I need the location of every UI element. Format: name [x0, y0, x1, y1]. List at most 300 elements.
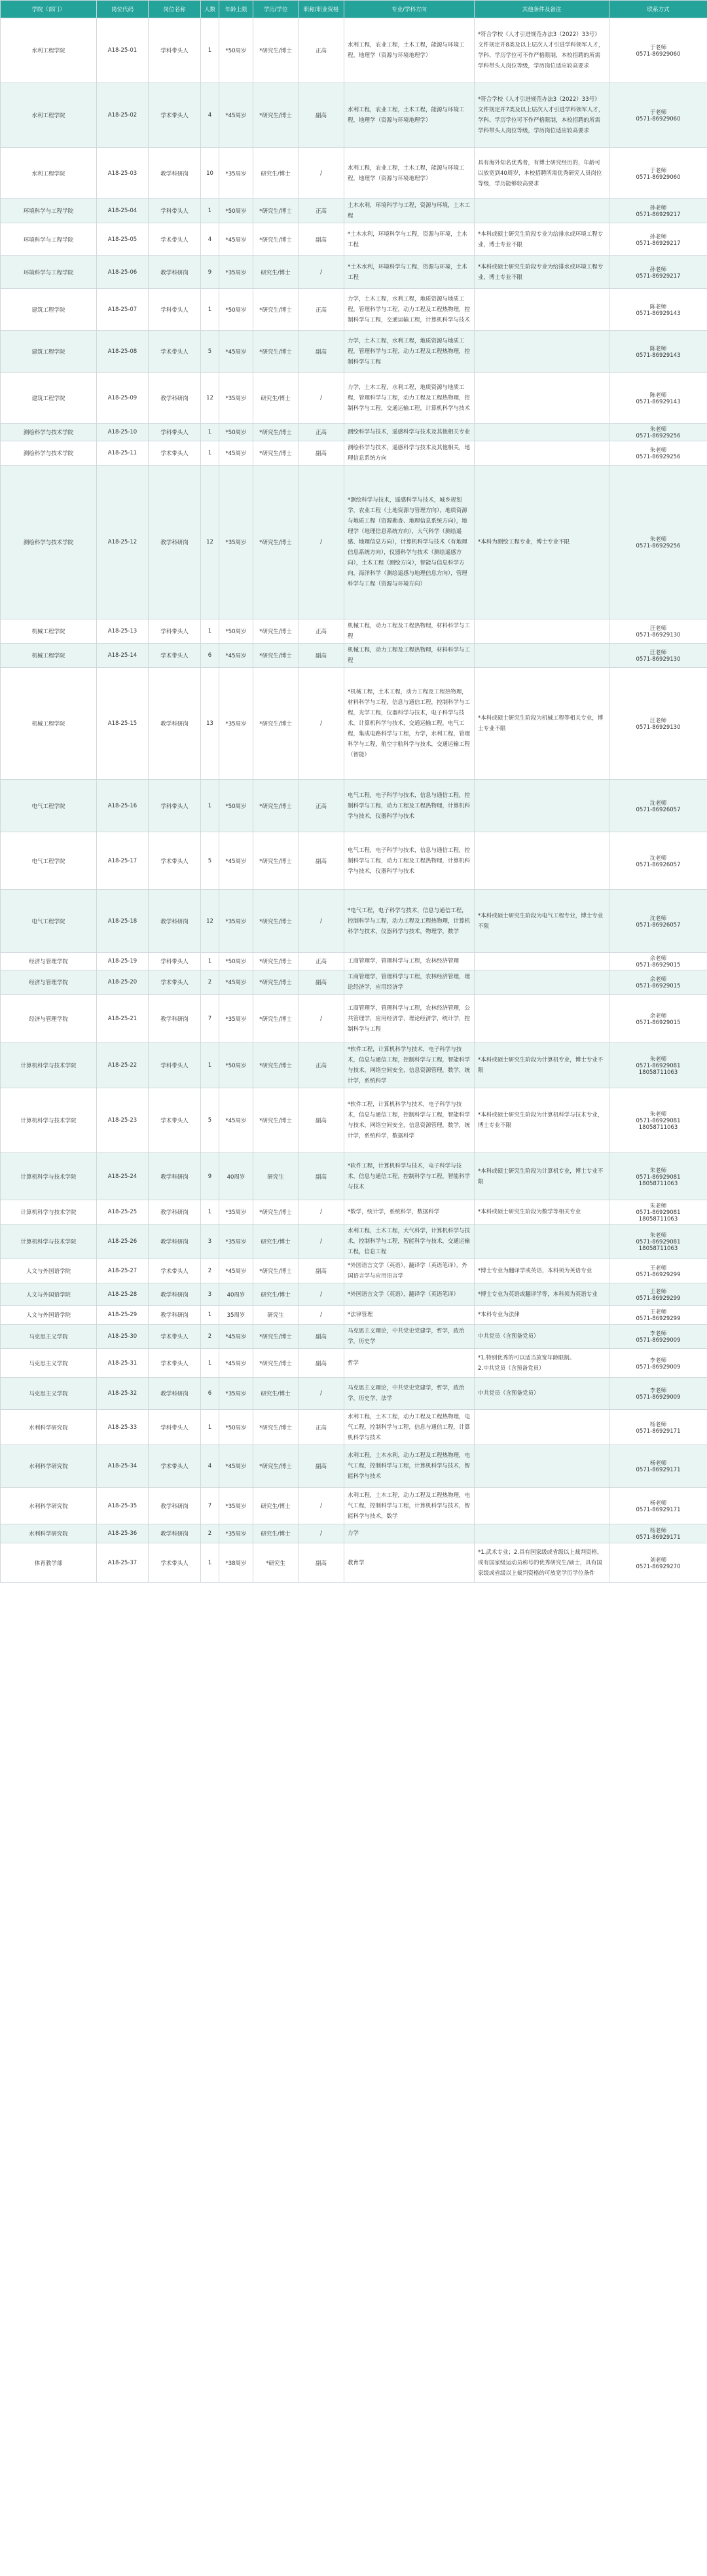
cell-post-name: 学科带头人 — [149, 1043, 201, 1088]
cell-department: 计算机科学与技术学院 — [1, 1224, 97, 1259]
cell-major: 力学 — [344, 1524, 475, 1543]
cell-notes: *博士专业为翻译学或英语，本科须为英语专业 — [475, 1259, 609, 1283]
cell-contact: 朱老师 0571-86929081 18058711063 — [609, 1224, 707, 1259]
cell-post-code: A18-25-13 — [97, 619, 149, 644]
cell-department: 计算机科学与技术学院 — [1, 1088, 97, 1153]
cell-major: 力学，土木工程，水利工程，地质资源与地质工程，管理科学与工程，动力工程及工程热物理，控制科学与工程 — [344, 331, 475, 373]
cell-headcount: 7 — [201, 995, 219, 1043]
cell-age-limit: *35周岁 — [219, 373, 253, 424]
cell-contact: 余老师 0571-86929015 — [609, 970, 707, 995]
cell-title: / — [299, 995, 344, 1043]
cell-title: 副高 — [299, 1445, 344, 1488]
cell-headcount: 1 — [201, 289, 219, 331]
cell-title: 正高 — [299, 953, 344, 970]
cell-notes: *1.特别优秀的可以适当放宽年龄限制。 2.中共党员（含预备党员） — [475, 1349, 609, 1378]
cell-post-name: 教学科研岗 — [149, 1378, 201, 1410]
cell-contact: 陈老师 0571-86929143 — [609, 289, 707, 331]
cell-post-name: 学术带头人 — [149, 331, 201, 373]
cell-degree: 研究生/博士 — [253, 1488, 299, 1524]
cell-notes: 中共党员（含预备党员） — [475, 1325, 609, 1349]
cell-department: 建筑工程学院 — [1, 373, 97, 424]
cell-headcount: 1 — [201, 1043, 219, 1088]
cell-post-code: A18-25-03 — [97, 148, 149, 199]
table-row — [1, 890, 707, 953]
cell-post-code: A18-25-05 — [97, 223, 149, 256]
cell-notes: *本科或硕士研究生阶段为计算机专业，博士专业不限 — [475, 1043, 609, 1088]
cell-degree: *研究生/博士 — [253, 223, 299, 256]
cell-age-limit: *35周岁 — [219, 1200, 253, 1224]
cell-major: *机械工程，土木工程，动力工程及工程热物理，材料科学与工程，信息与通信工程，控制科学与工程，光学工程，仪器科学与技术，电子科学与技术，计算机科学与技术，交通运输工程，电气工程，集成电路科学与工程，力学，水利工程，管理科学与工程，航空宇航科学与技术，交通运输工程（智能） — [344, 668, 475, 780]
cell-headcount: 1 — [201, 953, 219, 970]
cell-major: 马克思主义理论，中共党史党建学，哲学，政治学，历史学，法学 — [344, 1378, 475, 1410]
cell-title: 副高 — [299, 1543, 344, 1583]
cell-major: 工商管理学，管理科学与工程，农林经济管理 — [344, 953, 475, 970]
cell-notes: *本科或硕士研究生阶段为计算机专业，博士专业不限 — [475, 1153, 609, 1200]
cell-title: / — [299, 148, 344, 199]
cell-contact: 朱老师 0571-86929081 18058711063 — [609, 1153, 707, 1200]
cell-title: 副高 — [299, 1088, 344, 1153]
cell-notes — [475, 199, 609, 223]
cell-degree: 研究生/博士 — [253, 1224, 299, 1259]
cell-post-code: A18-25-36 — [97, 1524, 149, 1543]
cell-department: 计算机科学与技术学院 — [1, 1043, 97, 1088]
cell-major: *软件工程，计算机科学与技术，电子科学与技术，信息与通信工程，控制科学与工程，智能科学与技术，网络空间安全，信息资源管理，数学，统计学，系统科学 — [344, 1043, 475, 1088]
cell-notes: *本科或硕士研究生阶段为机械工程等相关专业，博士专业不限 — [475, 668, 609, 780]
cell-major: 教育学 — [344, 1543, 475, 1583]
cell-major: 机械工程，动力工程及工程热物理，材料科学与工程 — [344, 644, 475, 668]
table-row — [1, 619, 707, 644]
cell-degree: 研究生/博士 — [253, 1283, 299, 1306]
cell-major: 土木水利，环境科学与工程，资源与环境，土木工程 — [344, 199, 475, 223]
cell-major: 水利工程，农业工程，土木工程，能源与环境工程，地理学（资源与环境地理学） — [344, 18, 475, 83]
cell-degree: *研究生/博士 — [253, 1445, 299, 1488]
table-row — [1, 1306, 707, 1325]
cell-post-name: 教学科研岗 — [149, 1153, 201, 1200]
cell-contact: 杨老师 0571-86929171 — [609, 1410, 707, 1445]
cell-degree: *研究生/博士 — [253, 1043, 299, 1088]
table-row — [1, 148, 707, 199]
cell-degree: *研究生/博士 — [253, 668, 299, 780]
cell-post-code: A18-25-08 — [97, 331, 149, 373]
cell-headcount: 13 — [201, 668, 219, 780]
cell-post-name: 学术带头人 — [149, 441, 201, 466]
table-row — [1, 1088, 707, 1153]
cell-notes: *本科或硕士研究生阶段为电气工程专业，博士专业不限 — [475, 890, 609, 953]
cell-title: / — [299, 1200, 344, 1224]
cell-department: 水利工程学院 — [1, 148, 97, 199]
cell-notes — [475, 644, 609, 668]
cell-headcount: 1 — [201, 619, 219, 644]
cell-department: 测绘科学与技术学院 — [1, 441, 97, 466]
cell-post-code: A18-25-37 — [97, 1543, 149, 1583]
cell-degree: *研究生/博士 — [253, 644, 299, 668]
cell-degree: 研究生 — [253, 1306, 299, 1325]
table-row — [1, 1445, 707, 1488]
cell-headcount: 6 — [201, 1378, 219, 1410]
cell-headcount: 1 — [201, 780, 219, 832]
cell-headcount: 1 — [201, 1200, 219, 1224]
cell-notes: *1.武术专业；2.具有国家级或省级以上裁判资格，或有国家级运动员称号的优秀研究生/硕士，具有国家级或省级以上裁判资格的可放宽学历学位条件 — [475, 1543, 609, 1583]
cell-department: 水利科学研究院 — [1, 1445, 97, 1488]
cell-title: 副高 — [299, 832, 344, 890]
cell-department: 水利工程学院 — [1, 83, 97, 148]
table-row — [1, 1410, 707, 1445]
cell-post-code: A18-25-19 — [97, 953, 149, 970]
cell-department: 经济与管理学院 — [1, 953, 97, 970]
cell-contact: 孙老师 0571-86929217 — [609, 223, 707, 256]
cell-contact: 李老师 0571-86929009 — [609, 1349, 707, 1378]
cell-post-name: 学科带头人 — [149, 289, 201, 331]
cell-post-code: A18-25-04 — [97, 199, 149, 223]
cell-post-code: A18-25-16 — [97, 780, 149, 832]
cell-degree: *研究生/博士 — [253, 83, 299, 148]
cell-post-name: 学术带头人 — [149, 1543, 201, 1583]
cell-title: 正高 — [299, 424, 344, 441]
cell-headcount: 1 — [201, 199, 219, 223]
table-row — [1, 780, 707, 832]
cell-contact: 朱老师 0571-86929256 — [609, 466, 707, 619]
cell-title: / — [299, 466, 344, 619]
cell-title: 正高 — [299, 199, 344, 223]
cell-major: 马克思主义理论，中共党史党建学，哲学，政治学，历史学 — [344, 1325, 475, 1349]
cell-department: 马克思主义学院 — [1, 1325, 97, 1349]
cell-post-code: A18-25-20 — [97, 970, 149, 995]
header-notes: 其他条件及备注 — [475, 1, 609, 18]
cell-age-limit: *35周岁 — [219, 1378, 253, 1410]
cell-major: 测绘科学与技术，遥感科学与技术及其他相关，地理信息系统方向 — [344, 441, 475, 466]
cell-contact: 王老师 0571-86929299 — [609, 1259, 707, 1283]
cell-post-name: 教学科研岗 — [149, 890, 201, 953]
cell-contact: 汪老师 0571-86929130 — [609, 619, 707, 644]
cell-post-name: 教学科研岗 — [149, 1306, 201, 1325]
cell-notes: *本科或硕士研究生阶段专业为给排水或环境工程专业，博士专业不限 — [475, 256, 609, 289]
cell-headcount: 1 — [201, 424, 219, 441]
table-row — [1, 1043, 707, 1088]
cell-post-code: A18-25-30 — [97, 1325, 149, 1349]
cell-contact: 李老师 0571-86929009 — [609, 1378, 707, 1410]
cell-department: 环境科学与工程学院 — [1, 256, 97, 289]
cell-post-code: A18-25-28 — [97, 1283, 149, 1306]
table-row — [1, 424, 707, 441]
cell-post-name: 教学科研岗 — [149, 148, 201, 199]
cell-age-limit: *50周岁 — [219, 289, 253, 331]
cell-department: 测绘科学与技术学院 — [1, 424, 97, 441]
cell-title: 正高 — [299, 1410, 344, 1445]
cell-age-limit: *35周岁 — [219, 1224, 253, 1259]
cell-age-limit: *35周岁 — [219, 668, 253, 780]
cell-contact: 汪老师 0571-86929130 — [609, 644, 707, 668]
cell-post-code: A18-25-21 — [97, 995, 149, 1043]
cell-notes — [475, 1445, 609, 1488]
cell-degree: *研究生/博士 — [253, 1200, 299, 1224]
cell-age-limit: *45周岁 — [219, 644, 253, 668]
header-major: 专业/学科方向 — [344, 1, 475, 18]
cell-post-code: A18-25-26 — [97, 1224, 149, 1259]
cell-post-name: 学术带头人 — [149, 1445, 201, 1488]
cell-title: 副高 — [299, 441, 344, 466]
cell-post-code: A18-25-35 — [97, 1488, 149, 1524]
cell-age-limit: *35周岁 — [219, 995, 253, 1043]
cell-major: *外国语言文学（英语），翻译学（英语笔译） — [344, 1283, 475, 1306]
cell-post-name: 学术带头人 — [149, 1088, 201, 1153]
cell-post-code: A18-25-11 — [97, 441, 149, 466]
cell-department: 机械工程学院 — [1, 619, 97, 644]
table-row — [1, 1224, 707, 1259]
cell-major: *外国语言文学（英语），翻译学（英语笔译），外国语言学与应用语言学 — [344, 1259, 475, 1283]
cell-title: 副高 — [299, 1349, 344, 1378]
cell-age-limit: 35周岁 — [219, 1306, 253, 1325]
cell-department: 电气工程学院 — [1, 832, 97, 890]
cell-post-name: 学科带头人 — [149, 1410, 201, 1445]
cell-post-name: 教学科研岗 — [149, 1488, 201, 1524]
cell-post-code: A18-25-09 — [97, 373, 149, 424]
cell-post-code: A18-25-12 — [97, 466, 149, 619]
table-row — [1, 1349, 707, 1378]
cell-major: 工商管理学，管理科学与工程，农林经济管理，理论经济学，应用经济学 — [344, 970, 475, 995]
cell-age-limit: *38周岁 — [219, 1543, 253, 1583]
cell-notes: *符合学校《人才引进规范办法3（2022）33号》文件规定并7类及以上层次人才引进学科领军人才，学科、学历学位可不作严格限制，本校招聘的所需学科带头人岗位等级，学历岗位适应较高要求 — [475, 83, 609, 148]
cell-headcount: 12 — [201, 466, 219, 619]
cell-major: *土木水利，环境科学与工程，资源与环境，土木工程 — [344, 256, 475, 289]
table-row — [1, 18, 707, 83]
cell-post-name: 学术带头人 — [149, 223, 201, 256]
cell-post-name: 教学科研岗 — [149, 1224, 201, 1259]
cell-post-name: 学术带头人 — [149, 83, 201, 148]
cell-contact: 李老师 0571-86929009 — [609, 1325, 707, 1349]
header-post-code: 岗位代码 — [97, 1, 149, 18]
cell-headcount: 1 — [201, 441, 219, 466]
cell-title: / — [299, 1524, 344, 1543]
cell-contact: 沈老师 0571-86926057 — [609, 780, 707, 832]
cell-post-code: A18-25-07 — [97, 289, 149, 331]
cell-age-limit: *50周岁 — [219, 18, 253, 83]
cell-major: *测绘科学与技术，遥感科学与技术，城乡规划学，农业工程（土地资源与管理方向），地质资源与地质工程（资源勘查、地理信息系统方向），地理学（地理信息系统方向），大气科学（测绘遥感、地理信息方向），计算机科学与技术（有地理信息系统方向），仪器科学与技术（测绘遥感方向），土木工程（测绘方向），智能与信息科学方向，海洋科学（测绘遥感与地理信息方向），管理科学与工程（资源与环境方向） — [344, 466, 475, 619]
cell-notes: *博士专业为英语或翻译学等，本科须为英语专业 — [475, 1283, 609, 1306]
cell-major: 水利工程，土木工程，大气科学，计算机科学与技术，控制科学与工程，智能科学与技术，交通运输工程，信息工程 — [344, 1224, 475, 1259]
cell-post-name: 教学科研岗 — [149, 995, 201, 1043]
cell-notes — [475, 424, 609, 441]
cell-headcount: 12 — [201, 373, 219, 424]
cell-title: 副高 — [299, 83, 344, 148]
cell-notes — [475, 780, 609, 832]
cell-major: *数学，统计学，系统科学，数据科学 — [344, 1200, 475, 1224]
cell-degree: *研究生/博士 — [253, 199, 299, 223]
cell-contact: 陈老师 0571-86929143 — [609, 373, 707, 424]
cell-notes — [475, 331, 609, 373]
cell-post-code: A18-25-15 — [97, 668, 149, 780]
cell-degree: 研究生/博士 — [253, 1378, 299, 1410]
cell-headcount: 1 — [201, 18, 219, 83]
cell-contact: 朱老师 0571-86929081 18058711063 — [609, 1200, 707, 1224]
table-row — [1, 289, 707, 331]
cell-contact: 杨老师 0571-86929171 — [609, 1445, 707, 1488]
cell-notes: *本科或硕士研究生阶段为数学等相关专业 — [475, 1200, 609, 1224]
cell-headcount: 5 — [201, 832, 219, 890]
cell-age-limit: *45周岁 — [219, 1349, 253, 1378]
cell-notes — [475, 832, 609, 890]
cell-post-name: 学术带头人 — [149, 1259, 201, 1283]
cell-degree: *研究生/博士 — [253, 466, 299, 619]
cell-department: 经济与管理学院 — [1, 970, 97, 995]
table-row — [1, 1524, 707, 1543]
table-row — [1, 223, 707, 256]
cell-age-limit: *45周岁 — [219, 1325, 253, 1349]
cell-major: 测绘科学与技术，遥感科学与技术及其他相关专业 — [344, 424, 475, 441]
cell-degree: *研究生 — [253, 1543, 299, 1583]
cell-degree: *研究生/博士 — [253, 619, 299, 644]
cell-contact: 刘老师 0571-86929270 — [609, 1543, 707, 1583]
cell-title: / — [299, 1378, 344, 1410]
cell-post-code: A18-25-02 — [97, 83, 149, 148]
table-row — [1, 668, 707, 780]
cell-headcount: 9 — [201, 256, 219, 289]
cell-headcount: 5 — [201, 331, 219, 373]
cell-age-limit: *45周岁 — [219, 331, 253, 373]
cell-contact: 杨老师 0571-86929171 — [609, 1524, 707, 1543]
cell-headcount: 10 — [201, 148, 219, 199]
cell-notes: *本科为测绘工程专业，博士专业不限 — [475, 466, 609, 619]
cell-department: 机械工程学院 — [1, 668, 97, 780]
table-row — [1, 199, 707, 223]
cell-post-code: A18-25-33 — [97, 1410, 149, 1445]
cell-notes — [475, 619, 609, 644]
cell-degree: *研究生/博士 — [253, 1325, 299, 1349]
cell-age-limit: *35周岁 — [219, 148, 253, 199]
cell-contact: 孙老师 0571-86929217 — [609, 199, 707, 223]
cell-age-limit: *45周岁 — [219, 83, 253, 148]
cell-department: 水利科学研究院 — [1, 1410, 97, 1445]
cell-age-limit: *50周岁 — [219, 1410, 253, 1445]
cell-contact: 孙老师 0571-86929217 — [609, 256, 707, 289]
cell-notes: *本科或硕士研究生阶段为计算机科学与技术专业，博士专业不限 — [475, 1088, 609, 1153]
cell-post-code: A18-25-34 — [97, 1445, 149, 1488]
cell-age-limit: *45周岁 — [219, 832, 253, 890]
cell-degree: *研究生/博士 — [253, 995, 299, 1043]
cell-contact: 余老师 0571-86929015 — [609, 995, 707, 1043]
cell-degree: 研究生/博士 — [253, 256, 299, 289]
cell-headcount: 7 — [201, 1488, 219, 1524]
cell-post-code: A18-25-14 — [97, 644, 149, 668]
cell-post-code: A18-25-18 — [97, 890, 149, 953]
header-title: 职称/职业资格 — [299, 1, 344, 18]
cell-title: 正高 — [299, 619, 344, 644]
cell-title: 副高 — [299, 970, 344, 995]
cell-major: 水利工程，土木工程，动力工程及工程热物理，电气工程，控制科学与工程，计算机科学与技术，智能科学与技术，数学 — [344, 1488, 475, 1524]
cell-notes — [475, 1524, 609, 1543]
cell-department: 计算机科学与技术学院 — [1, 1153, 97, 1200]
cell-notes — [475, 953, 609, 970]
cell-post-name: 学科带头人 — [149, 619, 201, 644]
cell-post-code: A18-25-27 — [97, 1259, 149, 1283]
cell-title: / — [299, 1283, 344, 1306]
cell-title: 副高 — [299, 331, 344, 373]
table-header-row — [1, 1, 707, 18]
cell-contact: 汪老师 0571-86929130 — [609, 668, 707, 780]
cell-headcount: 2 — [201, 1259, 219, 1283]
cell-age-limit: *35周岁 — [219, 1488, 253, 1524]
table-row — [1, 256, 707, 289]
cell-title: 副高 — [299, 1259, 344, 1283]
table-row — [1, 83, 707, 148]
cell-age-limit: *50周岁 — [219, 780, 253, 832]
cell-major: 机械工程，动力工程及工程热物理，材料科学与工程 — [344, 619, 475, 644]
cell-department: 水利科学研究院 — [1, 1524, 97, 1543]
cell-contact: 朱老师 0571-86929081 18058711063 — [609, 1043, 707, 1088]
cell-department: 人文与外国语学院 — [1, 1306, 97, 1325]
cell-age-limit: *45周岁 — [219, 970, 253, 995]
cell-notes — [475, 1488, 609, 1524]
cell-post-code: A18-25-23 — [97, 1088, 149, 1153]
cell-headcount: 1 — [201, 1349, 219, 1378]
cell-major: *软件工程，计算机科学与技术，电子科学与技术，信息与通信工程，控制科学与工程，智能科学与技术 — [344, 1153, 475, 1200]
cell-department: 水利科学研究院 — [1, 1488, 97, 1524]
cell-notes — [475, 995, 609, 1043]
header-degree: 学历/学位 — [253, 1, 299, 18]
cell-major: 水利工程，土木水利，动力工程及工程热物理，电气工程，控制科学与工程，计算机科学与技术，智能科学与技术 — [344, 1445, 475, 1488]
cell-notes: *符合学校《人才引进规范办法3（2022）33号》文件规定并8类及以上层次人才引进学科领军人才，学科、学历学位可不作严格限制，本校招聘的所需学科带头人岗位等级，学历岗位适应较高要求 — [475, 18, 609, 83]
cell-title: 正高 — [299, 289, 344, 331]
header-post-name: 岗位名称 — [149, 1, 201, 18]
cell-contact: 杨老师 0571-86929171 — [609, 1488, 707, 1524]
cell-title: 副高 — [299, 223, 344, 256]
cell-contact: 陈老师 0571-86929143 — [609, 331, 707, 373]
cell-degree: *研究生/博士 — [253, 289, 299, 331]
cell-contact: 沈老师 0571-86926057 — [609, 890, 707, 953]
cell-age-limit: *50周岁 — [219, 424, 253, 441]
cell-contact: 朱老师 0571-86929256 — [609, 424, 707, 441]
table-row — [1, 1153, 707, 1200]
cell-department: 马克思主义学院 — [1, 1349, 97, 1378]
cell-department: 建筑工程学院 — [1, 331, 97, 373]
cell-title: 正高 — [299, 1043, 344, 1088]
cell-major: 力学，土木工程，水利工程，地质资源与地质工程，管理科学与工程，动力工程及工程热物理，控制科学与工程，交通运输工程，计算机科学与技术 — [344, 373, 475, 424]
cell-post-name: 学科带头人 — [149, 953, 201, 970]
cell-age-limit: *35周岁 — [219, 890, 253, 953]
cell-notes — [475, 373, 609, 424]
cell-headcount: 4 — [201, 83, 219, 148]
cell-title: / — [299, 1488, 344, 1524]
cell-headcount: 1 — [201, 1410, 219, 1445]
header-age-limit: 年龄上限 — [219, 1, 253, 18]
cell-notes: *本科或硕士研究生阶段专业为给排水或环境工程专业，博士专业不限 — [475, 223, 609, 256]
cell-age-limit: *45周岁 — [219, 1088, 253, 1153]
cell-title: / — [299, 373, 344, 424]
cell-contact: 于老师 0571-86929060 — [609, 83, 707, 148]
cell-department: 电气工程学院 — [1, 780, 97, 832]
cell-notes — [475, 289, 609, 331]
cell-title: / — [299, 1306, 344, 1325]
cell-headcount: 2 — [201, 970, 219, 995]
table-row — [1, 1378, 707, 1410]
table-row — [1, 441, 707, 466]
cell-degree: 研究生/博士 — [253, 1524, 299, 1543]
cell-degree: *研究生/博士 — [253, 780, 299, 832]
cell-contact: 于老师 0571-86929060 — [609, 148, 707, 199]
cell-post-name: 教学科研岗 — [149, 373, 201, 424]
cell-notes — [475, 1224, 609, 1259]
cell-title: 副高 — [299, 644, 344, 668]
cell-contact: 王老师 0571-86929299 — [609, 1306, 707, 1325]
cell-post-name: 学术带头人 — [149, 644, 201, 668]
cell-post-code: A18-25-25 — [97, 1200, 149, 1224]
cell-age-limit: 40周岁 — [219, 1283, 253, 1306]
cell-age-limit: *45周岁 — [219, 441, 253, 466]
cell-department: 体育教学部 — [1, 1543, 97, 1583]
cell-age-limit: 40周岁 — [219, 1153, 253, 1200]
cell-post-code: A18-25-01 — [97, 18, 149, 83]
cell-post-code: A18-25-17 — [97, 832, 149, 890]
cell-department: 机械工程学院 — [1, 644, 97, 668]
